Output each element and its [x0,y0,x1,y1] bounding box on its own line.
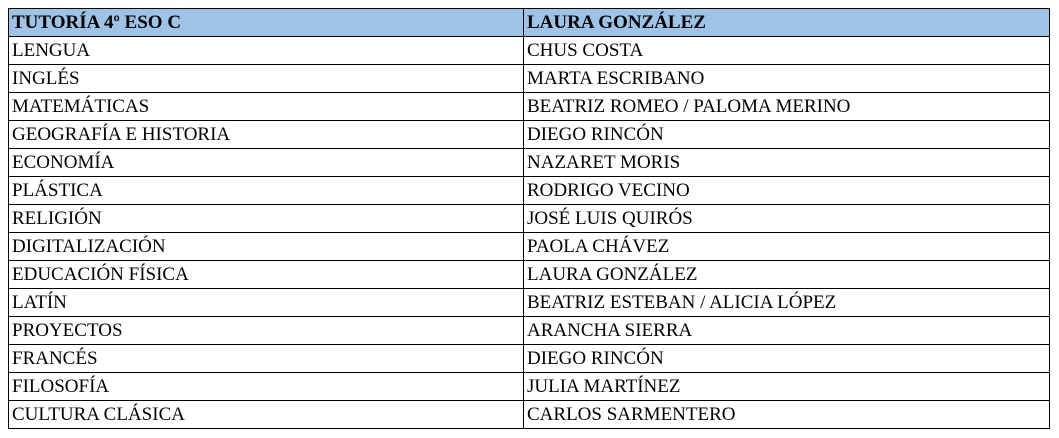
teacher-cell[interactable]: DIEGO RINCÓN [524,345,1050,373]
header-tutor-cell[interactable]: LAURA GONZÁLEZ [524,9,1050,37]
table-row [9,289,1050,317]
teacher-cell[interactable]: BEATRIZ ESTEBAN / ALICIA LÓPEZ [524,289,1050,317]
teacher-cell[interactable]: CARLOS SARMENTERO [524,401,1050,429]
table-row [9,149,1050,177]
teacher-cell[interactable]: PAOLA CHÁVEZ [524,233,1050,261]
subject-cell[interactable]: PLÁSTICA [9,177,524,205]
subject-cell[interactable]: FILOSOFÍA [9,373,524,401]
teacher-cell[interactable]: BEATRIZ ROMEO / PALOMA MERINO [524,93,1050,121]
teacher-cell[interactable]: LAURA GONZÁLEZ [524,261,1050,289]
subject-cell[interactable]: PROYECTOS [9,317,524,345]
table-row [9,37,1050,65]
tutoria-sheet [8,8,1049,429]
subject-teacher-table [8,8,1050,429]
teacher-cell[interactable]: RODRIGO VECINO [524,177,1050,205]
subject-cell[interactable]: INGLÉS [9,65,524,93]
table-row [9,317,1050,345]
teacher-cell[interactable]: NAZARET MORIS [524,149,1050,177]
header-row [9,9,1050,37]
table-row [9,345,1050,373]
table-row [9,93,1050,121]
subject-cell[interactable]: MATEMÁTICAS [9,93,524,121]
table-row [9,121,1050,149]
teacher-cell[interactable]: JULIA MARTÍNEZ [524,373,1050,401]
subject-cell[interactable]: GEOGRAFÍA E HISTORIA [9,121,524,149]
table-row [9,205,1050,233]
subject-cell[interactable]: LENGUA [9,37,524,65]
teacher-cell[interactable]: CHUS COSTA [524,37,1050,65]
table-row [9,261,1050,289]
table-row [9,373,1050,401]
table-body [9,9,1050,429]
teacher-cell[interactable]: JOSÉ LUIS QUIRÓS [524,205,1050,233]
table-row [9,65,1050,93]
header-group-cell[interactable]: TUTORÍA 4º ESO C [9,9,524,37]
subject-cell[interactable]: CULTURA CLÁSICA [9,401,524,429]
subject-cell[interactable]: FRANCÉS [9,345,524,373]
teacher-cell[interactable]: DIEGO RINCÓN [524,121,1050,149]
subject-cell[interactable]: ECONOMÍA [9,149,524,177]
teacher-cell[interactable]: ARANCHA SIERRA [524,317,1050,345]
subject-cell[interactable]: EDUCACIÓN FÍSICA [9,261,524,289]
subject-cell[interactable]: RELIGIÓN [9,205,524,233]
teacher-cell[interactable]: MARTA ESCRIBANO [524,65,1050,93]
table-row [9,401,1050,429]
table-row [9,177,1050,205]
subject-cell[interactable]: LATÍN [9,289,524,317]
subject-cell[interactable]: DIGITALIZACIÓN [9,233,524,261]
table-row [9,233,1050,261]
